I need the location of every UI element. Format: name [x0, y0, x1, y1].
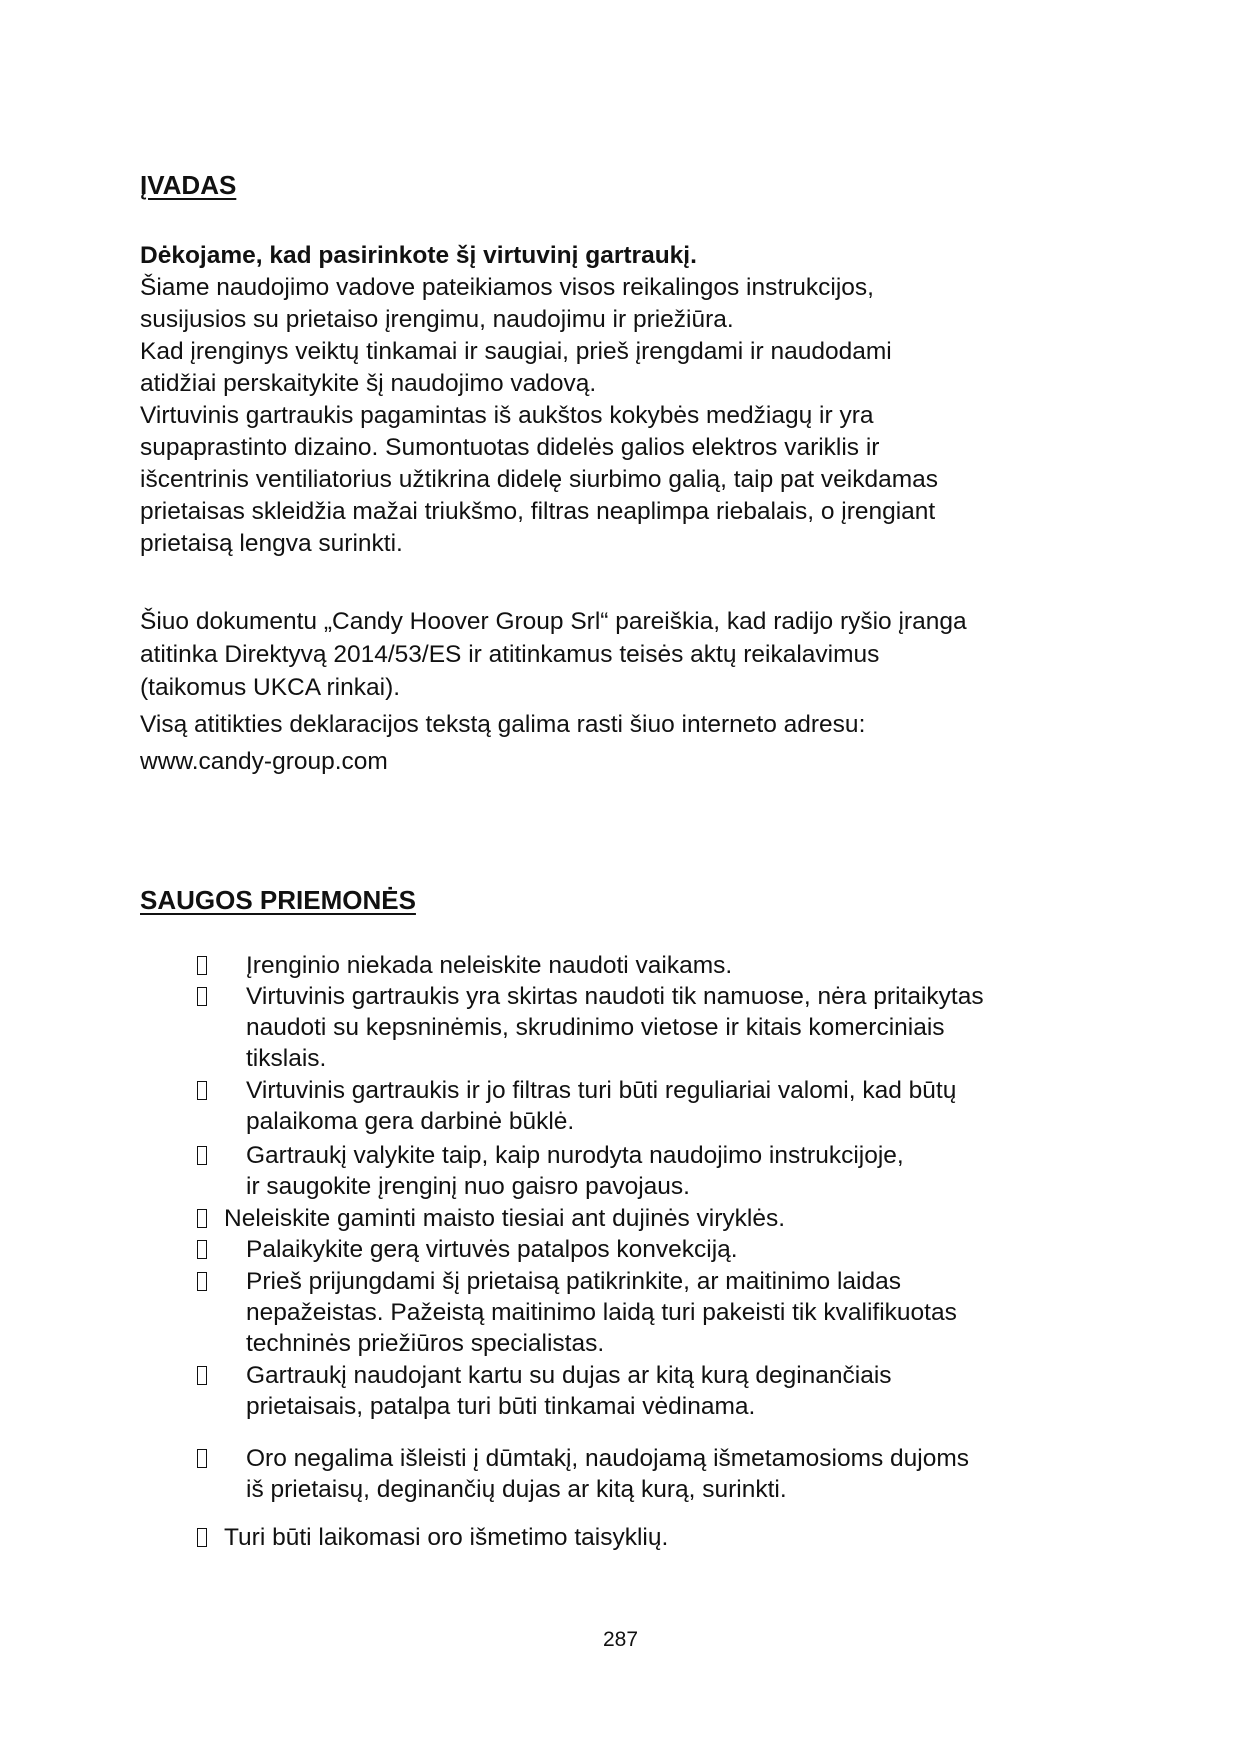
safety-item-line: Prieš prijungdami šį prietaisą patikrinkite, ar maitinimo laidas [246, 1268, 901, 1295]
intro-line: Kad įrenginys veiktų tinkamai ir saugiai, prieš įrengdami ir naudodami [140, 338, 892, 365]
intro-lead: Dėkojame, kad pasirinkote šį virtuvinį gartraukį. [140, 242, 697, 269]
safety-item-line: Palaikykite gerą virtuvės patalpos konvekciją. [246, 1236, 738, 1263]
safety-heading: SAUGOS PRIEMONĖS [140, 885, 416, 915]
bullet-box-icon [197, 1366, 207, 1385]
intro-heading: ĮVADAS [140, 170, 237, 200]
bullet-box-icon [197, 1081, 207, 1100]
bullet-box-icon [197, 1528, 207, 1547]
declaration-line: atitinka Direktyvą 2014/53/ES ir atitinkamus teisės aktų reikalavimus [140, 641, 880, 668]
safety-item-line: nepažeistas. Pažeistą maitinimo laidą turi pakeisti tik kvalifikuotas [246, 1299, 957, 1326]
safety-item-line: tikslais. [246, 1045, 327, 1072]
bullet-box-icon [197, 1240, 207, 1259]
intro-line: susijusios su prietaiso įrengimu, naudojimu ir priežiūra. [140, 306, 734, 333]
safety-item-line: palaikoma gera darbinė būklė. [246, 1108, 575, 1135]
intro-line: Virtuvinis gartraukis pagamintas iš aukštos kokybės medžiagų ir yra [140, 402, 874, 429]
safety-item-line: Įrenginio niekada neleiskite naudoti vaikams. [246, 952, 733, 979]
safety-item-line: Turi būti laikomasi oro išmetimo taisyklių. [224, 1524, 669, 1551]
bullet-box-icon [197, 1272, 207, 1291]
page-number: 287 [602, 1628, 639, 1651]
bullet-box-icon [197, 1209, 207, 1228]
intro-line: Šiame naudojimo vadove pateikiamos visos reikalingos instrukcijos, [140, 274, 874, 301]
intro-line: prietaisą lengva surinkti. [140, 530, 403, 557]
intro-line: atidžiai perskaitykite šį naudojimo vadovą. [140, 370, 597, 397]
safety-item-line: techninės priežiūros specialistas. [246, 1330, 605, 1357]
safety-item-line: Oro negalima išleisti į dūmtakį, naudojamą išmetamosioms dujoms [246, 1445, 970, 1472]
safety-item-line: ir saugokite įrenginį nuo gaisro pavojaus. [246, 1173, 690, 1200]
intro-line: išcentrinis ventiliatorius užtikrina didelę siurbimo galią, taip pat veikdamas [140, 466, 938, 493]
declaration-line: Šiuo dokumentu „Candy Hoover Group Srl“ pareiškia, kad radijo ryšio įranga [140, 608, 967, 635]
safety-item-line: Neleiskite gaminti maisto tiesiai ant dujinės viryklės. [224, 1205, 785, 1232]
safety-item-line: naudoti su kepsninėmis, skrudinimo vietose ir kitais komerciniais [246, 1014, 945, 1041]
declaration-url: www.candy-group.com [140, 748, 388, 775]
safety-item-line: iš prietaisų, deginančių dujas ar kitą kurą, surinkti. [246, 1476, 787, 1503]
intro-line: supaprastinto dizaino. Sumontuotas didelės galios elektros variklis ir [140, 434, 880, 461]
declaration-text-line: Visą atitikties deklaracijos tekstą galima rasti šiuo interneto adresu: [140, 711, 866, 738]
bullet-box-icon [197, 956, 207, 975]
bullet-box-icon [197, 1146, 207, 1165]
declaration-section [140, 605, 1100, 778]
safety-item-line: Virtuvinis gartraukis ir jo filtras turi būti reguliariai valomi, kad būtų [246, 1077, 957, 1104]
safety-item-line: Gartraukį valykite taip, kaip nurodyta naudojimo instrukcijoje, [246, 1142, 904, 1169]
declaration-line: (taikomus UKCA rinkai). [140, 674, 401, 701]
intro-section [140, 240, 1100, 560]
bullet-box-icon [197, 1449, 207, 1468]
bullet-box-icon [197, 987, 207, 1006]
intro-line: prietaisas skleidžia mažai triukšmo, filtras neaplimpa riebalais, o įrengiant [140, 498, 936, 525]
safety-item-line: prietaisais, patalpa turi būti tinkamai vėdinama. [246, 1393, 756, 1420]
safety-item-line: Gartraukį naudojant kartu su dujas ar kitą kurą deginančiais [246, 1362, 892, 1389]
safety-item-line: Virtuvinis gartraukis yra skirtas naudoti tik namuose, nėra pritaikytas [246, 983, 984, 1010]
